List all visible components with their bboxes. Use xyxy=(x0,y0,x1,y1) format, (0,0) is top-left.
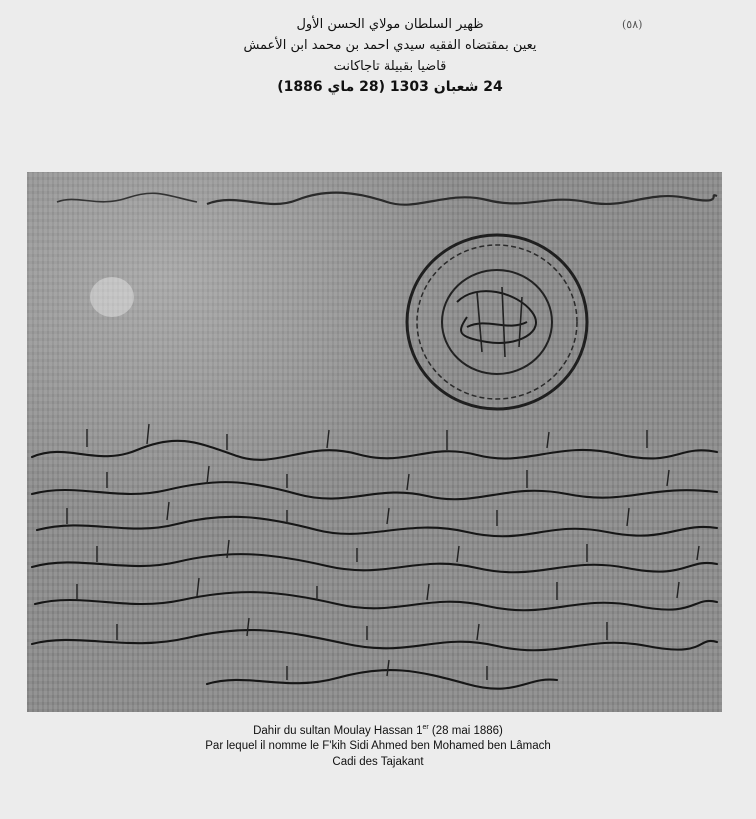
header-line-title: ظهير السلطان مولاي الحسن الأول xyxy=(296,17,484,32)
handwriting-line-2 xyxy=(32,482,717,499)
caption-line-1: Dahir du sultan Moulay Hassan 1er (28 mai 1886) xyxy=(253,724,503,737)
handwriting-line-1 xyxy=(32,441,717,460)
seal-icon xyxy=(407,235,587,409)
header-line-subject: يعين بمقتضاه الفقيه سيدي احمد بن محمد ابن الأعمش xyxy=(243,38,537,53)
handwriting-line-7 xyxy=(207,670,557,689)
script-line-top xyxy=(207,193,717,205)
manuscript-drawing xyxy=(27,172,722,712)
arabic-header xyxy=(150,14,630,98)
script-line-top-2 xyxy=(57,193,197,202)
page-number: (٥٨) xyxy=(622,18,643,31)
handwriting-line-6 xyxy=(32,630,717,650)
figure-caption xyxy=(0,720,756,770)
header-line-role: قاضيا بقبيلة تاجاكانت xyxy=(333,59,447,74)
handwriting-line-4 xyxy=(32,554,717,572)
handwriting-lines xyxy=(32,441,717,689)
header-line-date: 24 شعبان 1303 (28 ماي 1886) xyxy=(277,79,503,95)
handwriting-line-3 xyxy=(37,517,717,537)
caption-line-3: Cadi des Tajakant xyxy=(332,755,424,768)
handwriting-line-5 xyxy=(35,592,717,610)
caption-line-2: Par lequel il nomme le F'kih Sidi Ahmed ben Mohamed ben Lâmach xyxy=(205,740,551,753)
manuscript-image xyxy=(27,172,722,712)
